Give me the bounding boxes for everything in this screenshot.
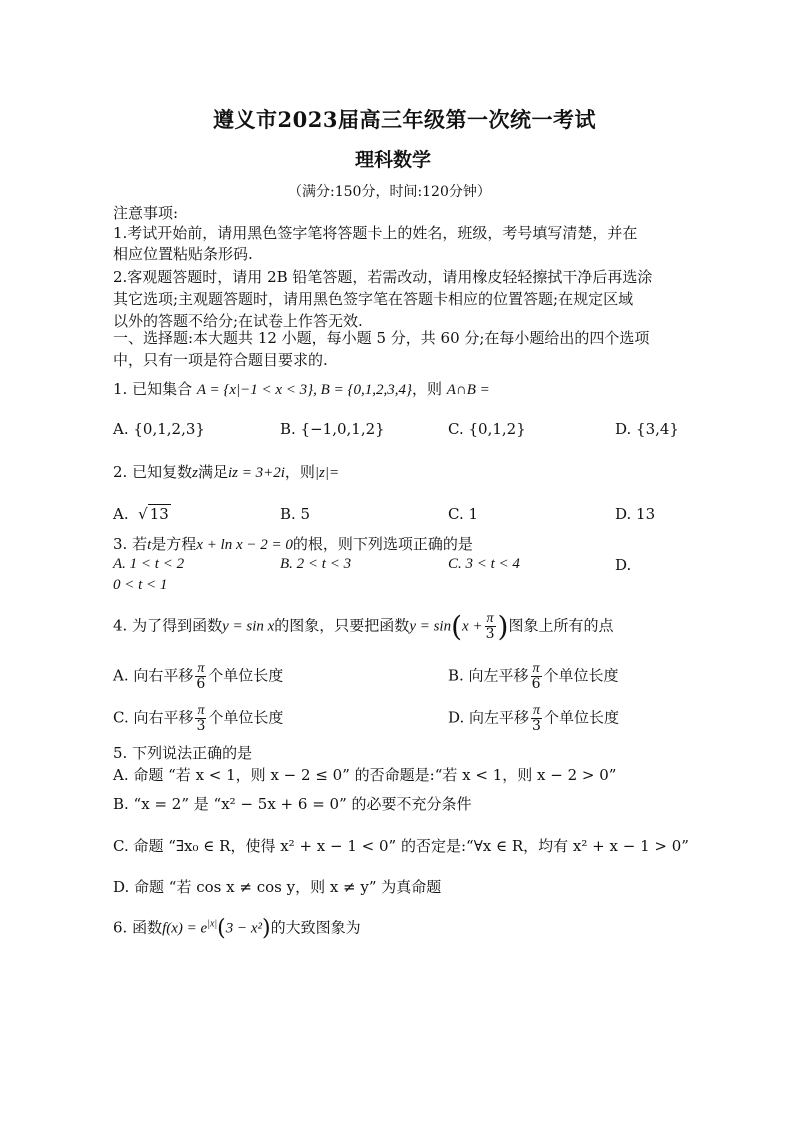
q3-option-d[interactable]: D.: [615, 556, 632, 574]
q2-option-c[interactable]: C. 1: [448, 505, 479, 523]
q5-option-c[interactable]: C. 命题 “∃x₀ ∈ R，使得 x² + x − 1 < 0” 的否定是:“∀x ∈ R，均有 x² + x − 1 > 0”: [113, 837, 689, 855]
set-definition: A = {x|−1 < x < 3}, B = {0,1,2,3,4}: [196, 382, 412, 398]
notice-line: 其它选项;主观题答题时，请用黑色签字笔在答题卡相应的位置答题;在规定区域: [113, 290, 634, 308]
exam-title: 遵义市2023届高三年级第一次统一考试: [213, 107, 596, 132]
question-6-stem: 6. 函数$f(x) = e^{|x|}(3 - x^2)$的大致图象为: [113, 916, 361, 941]
q4-option-a[interactable]: A. 向右平移 $\frac{\pi}{6}$ 个单位长度: [113, 661, 284, 692]
section-heading: 一、选择题:本大题共 12 小题，每小题 5 分，共 60 分;在每小题给出的四个选项: [113, 329, 650, 347]
q3-option-d-value[interactable]: 0 < t < 1: [113, 577, 168, 593]
notice-line: 以外的答题不给分;在试卷上作答无效.: [113, 312, 363, 330]
question-3-stem: 3. 若t是方程x + ln x − 2 = 0的根，则下列选项正确的是: [113, 535, 473, 553]
modulus-expr: |z|=: [314, 465, 340, 481]
q2-option-a[interactable]: A. √ 13: [113, 505, 169, 523]
intersection-expr: A∩B =: [446, 382, 490, 398]
question-5-stem: 5. 下列说法正确的是: [113, 744, 253, 762]
notice-line: 相应位置粘贴条形码.: [113, 245, 253, 263]
section-heading-cont: 中，只有一项是符合题目要求的.: [113, 351, 328, 369]
fraction-pi-over-3: $\frac{\pi}{3}$: [485, 611, 495, 642]
question-4-stem: 4. 为了得到函数y = sin x的图象，只要把函数y = sin(x + $\frac{\pi}{3}$ )图象上所有的点: [113, 610, 614, 643]
q4-option-d[interactable]: D. 向左平移 $\frac{\pi}{3}$ 个单位长度: [448, 703, 619, 734]
exam-meta: （满分:150分，时间:120分钟）: [288, 184, 491, 200]
q3-option-c[interactable]: C. 3 < t < 4: [448, 556, 520, 572]
q4-option-c[interactable]: C. 向右平移 $\frac{\pi}{3}$ 个单位长度: [113, 703, 284, 734]
q5-option-d[interactable]: D. 命题 “若 cos x ≠ cos y，则 x ≠ y” 为真命题: [113, 878, 442, 896]
q2-option-d[interactable]: D. 13: [615, 505, 656, 523]
complex-equation: iz = 3+2i: [227, 465, 285, 481]
q2-option-b[interactable]: B. 5: [280, 505, 311, 523]
q1-option-d[interactable]: D. {3,4}: [615, 420, 679, 438]
q1-option-b[interactable]: B. {−1,0,1,2}: [280, 420, 385, 438]
target-function: y = sin x: [222, 618, 275, 635]
subject-title: 理科数学: [355, 149, 432, 171]
function-def: f(x) = e: [162, 920, 208, 937]
q1-option-a[interactable]: A. {0,1,2,3}: [113, 420, 205, 438]
question-2-stem: 2. 已知复数z满足iz = 3+2i，则|z|=: [113, 463, 340, 481]
notice-heading: 注意事项:: [113, 204, 179, 222]
q3-option-a[interactable]: A. 1 < t < 2: [113, 556, 185, 572]
equation: x + ln x − 2 = 0: [196, 537, 293, 553]
question-1-stem: 1. 已知集合 A = {x|−1 < x < 3}, B = {0,1,2,3,4}，则 A∩B =: [113, 380, 490, 398]
q3-option-b[interactable]: B. 2 < t < 3: [280, 556, 352, 572]
exponent: |x|: [207, 918, 218, 930]
q4-option-b[interactable]: B. 向左平移 $\frac{\pi}{6}$ 个单位长度: [448, 661, 619, 692]
notice-line: 2.客观题答题时，请用 2B 铅笔答题，若需改动，请用橡皮轻轻擦拭干净后再选涂: [113, 268, 653, 286]
q5-option-a[interactable]: A. 命题 “若 x < 1，则 x − 2 ≤ 0” 的否命题是:“若 x < 1，则 x − 2 > 0”: [113, 766, 617, 784]
q1-option-c[interactable]: C. {0,1,2}: [448, 420, 526, 438]
source-function: y = sin: [409, 618, 452, 635]
sqrt-symbol: √ 13: [138, 505, 169, 523]
notice-line: 1.考试开始前，请用黑色签字笔将答题卡上的姓名，班级，考号填写清楚，并在: [113, 224, 638, 242]
q5-option-b[interactable]: B. “x = 2” 是 “x² − 5x + 6 = 0” 的必要不充分条件: [113, 795, 472, 813]
